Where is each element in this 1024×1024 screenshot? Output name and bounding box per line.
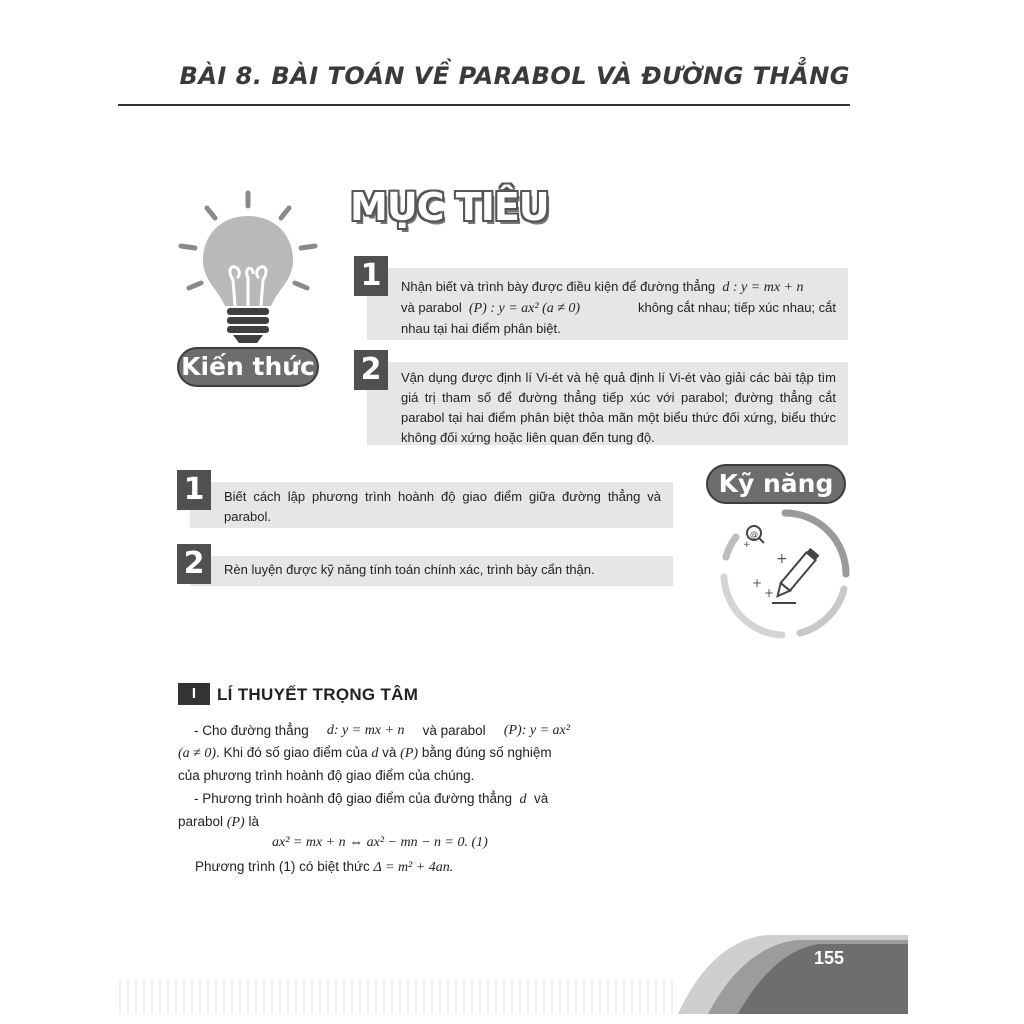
p1-text-b: và parabol (422, 723, 486, 738)
knowledge-1-line2-post: không cắt nhau; tiếp xúc nhau; cắt (637, 300, 836, 315)
p1-text-c: . Khi đó số giao điểm của (216, 745, 368, 760)
p2-text-a: - Phương trình hoành độ giao điểm của đường thẳng (194, 791, 512, 806)
skill-1-number: 1 (177, 470, 211, 510)
svg-text:+: + (764, 586, 775, 600)
p1-text-e: bằng đúng số nghiệm (421, 745, 552, 760)
p1-text-d: và (382, 745, 397, 760)
p2-text-b: và (534, 791, 549, 806)
theory-paragraph-3 (195, 856, 453, 879)
svg-text:+: + (743, 540, 751, 550)
discriminant-formula: Δ = m² + 4an. (373, 860, 454, 875)
skills-label: Kỹ năng (706, 464, 846, 504)
parabol-equation: (P) : y = ax² (a ≠ 0) (468, 301, 581, 316)
p1-d: d (371, 746, 379, 761)
svg-text:+: + (776, 551, 788, 567)
page-number: 155 (814, 948, 845, 968)
knowledge-2-number: 2 (354, 350, 388, 390)
page-title: BÀI 8. BÀI TOÁN VỀ PARABOL VÀ ĐƯỜNG THẲNG (179, 62, 850, 90)
p2-p: (P) (226, 815, 245, 830)
skill-item-1 (190, 482, 673, 528)
p1-parabol-equation: (P): y = ax² (503, 723, 570, 738)
line-equation: d : y = mx + n (722, 280, 804, 295)
p2-text-c: parabol (178, 814, 224, 829)
title-divider (118, 104, 850, 106)
pencil-skill-icon (716, 505, 854, 643)
knowledge-1-line1: Nhận biết và trình bày được điều kiện để đường thẳng (401, 279, 716, 294)
knowledge-1-number: 1 (354, 256, 388, 296)
skill-2-text: Rèn luyện được kỹ năng tính toán chính xác, trình bày cẩn thận. (224, 562, 595, 577)
knowledge-label: Kiến thức (177, 347, 319, 387)
theory-paragraph-2 (178, 788, 570, 834)
section-title: LÍ THUYẾT TRỌNG TÂM (217, 685, 419, 704)
knowledge-item-2 (367, 362, 848, 445)
section-badge: I (178, 683, 210, 705)
knowledge-item-1 (367, 268, 848, 340)
skill-1-text: Biết cách lập phương trình hoành độ giao điểm giữa đường thẳng và parabol. (224, 489, 661, 524)
svg-text:@: @ (750, 530, 758, 539)
lightbulb-icon (175, 188, 325, 348)
p1-p: (P) (400, 746, 419, 761)
skill-2-number: 2 (177, 544, 211, 584)
knowledge-1-line2-pre: và parabol (401, 300, 462, 315)
objectives-heading: MỤC TIÊU (350, 185, 549, 229)
p2-d: d (519, 792, 527, 807)
p3-text: Phương trình (1) có biệt thức (195, 859, 370, 874)
p1-condition: (a ≠ 0) (178, 746, 217, 761)
p1-text-a: - Cho đường thẳng (194, 723, 309, 738)
p1-line-equation: d: y = mx + n (326, 723, 405, 738)
p2-text-d: là (248, 814, 259, 829)
intersection-equation: ax² = mx + n ⇔ ax² − mn − n = 0. (1) (272, 835, 488, 850)
knowledge-1-line3: nhau tại hai điểm phân biệt. (401, 321, 561, 336)
theory-paragraph-1 (178, 720, 570, 787)
skill-item-2 (190, 556, 673, 586)
knowledge-2-text: Vận dụng được định lí Vi-ét và hệ quả định lí Vi-ét vào giải các bài tập tìm giá trị tham số để đường thẳng tiếp xúc với parabol; đường thẳng cắt parabol tại hai điểm phân biệt thỏa mãn một biểu thức đối xứng, biểu thức không đối xứng hoặc liên quan đến tung độ. (401, 370, 836, 445)
svg-text:+: + (752, 576, 763, 590)
page-footer-decoration (118, 930, 908, 1016)
p1-text-f: của phương trình hoành độ giao điểm của chúng. (178, 768, 475, 783)
